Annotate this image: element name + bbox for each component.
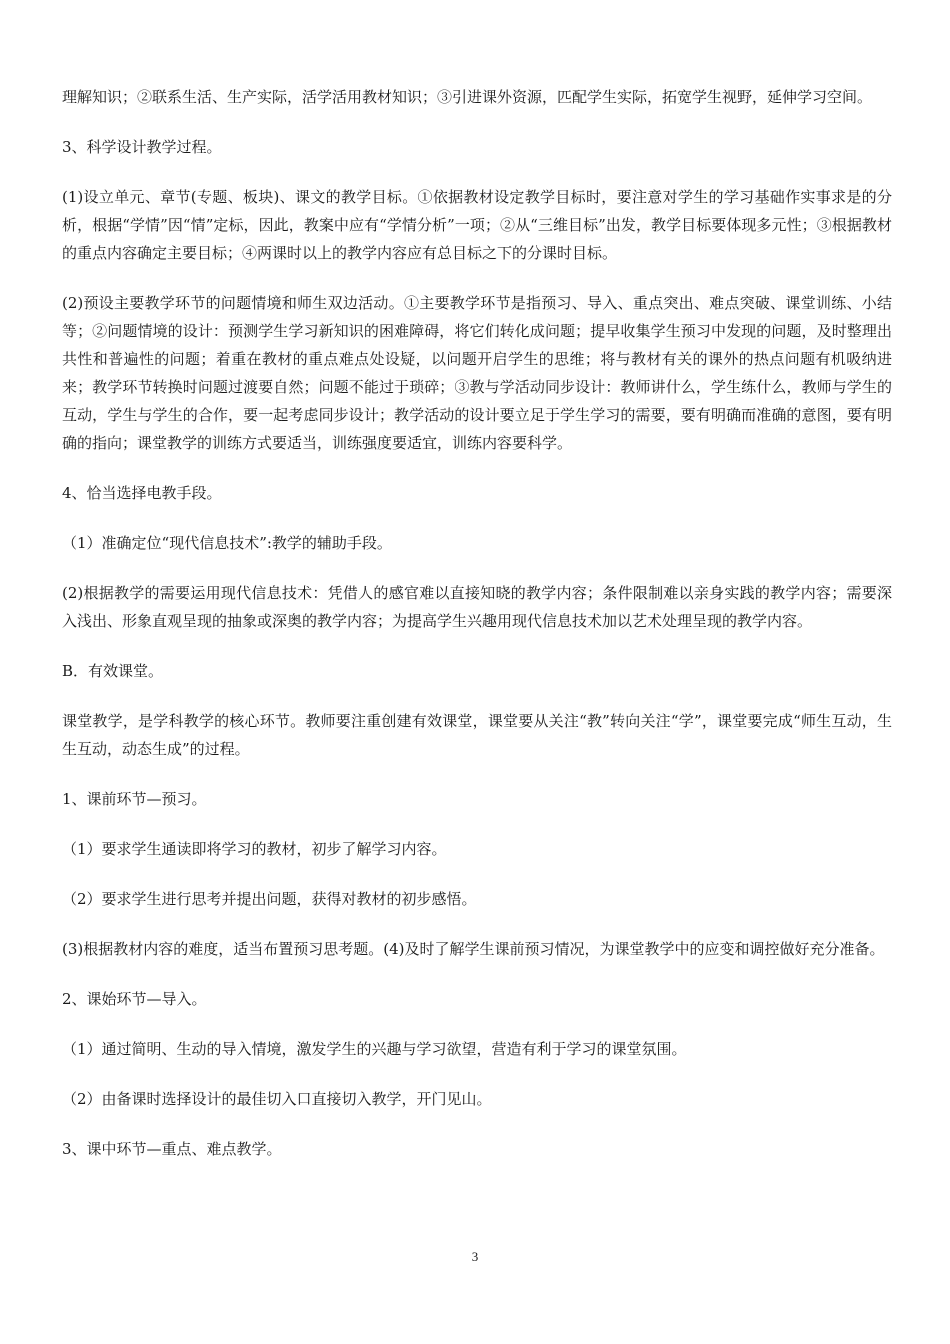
section-heading: 2、课始环节—导入。: [62, 990, 207, 1008]
section-heading: 3、课中环节—重点、难点教学。: [62, 1140, 282, 1158]
paragraph: (3)根据教材内容的难度，适当布置预习思考题。(4)及时了解学生课前预习情况，为课堂教学中的应变和调控做好充分准备。: [62, 940, 885, 958]
paragraph: 课堂教学，是学科教学的核心环节。教师要注重创建有效课堂，课堂要从关注“教”转向关注“学”，课堂要完成“师生互动，生生互动，动态生成”的过程。: [62, 712, 892, 758]
section-heading: 4、恰当选择电教手段。: [62, 484, 222, 502]
paragraph: （1）准确定位“现代信息技术”:教学的辅助手段。: [62, 534, 392, 552]
paragraph: （2）由备课时选择设计的最佳切入口直接切入教学，开门见山。: [62, 1090, 492, 1108]
paragraph: (2)预设主要教学环节的问题情境和师生双边活动。①主要教学环节是指预习、导入、重点突出、难点突破、课堂训练、小结等；②问题情境的设计：预测学生学习新知识的困难障碍，将它们转化成问题；提早收集学生预习中发现的问题，及时整理出共性和普遍性的问题；着重在教材的重点难点处设疑，以问题开启学生的思维；将与教材有关的课外的热点问题有机吸纳进来；教学环节转换时问题过渡要自然；问题不能过于琐碎；③教与学活动同步设计：教师讲什么，学生练什么，教师与学生的互动，学生与学生的合作，要一起考虑同步设计；教学活动的设计要立足于学生学习的需要，要有明确而准确的意图，要有明确的指向；课堂教学的训练方式要适当，训练强度要适宜，训练内容要科学。: [62, 294, 892, 452]
paragraph: 理解知识；②联系生活、生产实际，活学活用教材知识；③引进课外资源，匹配学生实际，拓宽学生视野，延伸学习空间。: [62, 88, 873, 106]
section-heading: B．有效课堂。: [62, 662, 164, 680]
paragraph: （1）通过简明、生动的导入情境，激发学生的兴趣与学习欲望，营造有利于学习的课堂氛围。: [62, 1040, 687, 1058]
paragraph: （1）要求学生通读即将学习的教材，初步了解学习内容。: [62, 840, 447, 858]
section-heading: 3、科学设计教学过程。: [62, 138, 222, 156]
page-number: 3: [471, 1249, 479, 1264]
document-body: [62, 83, 892, 1185]
paragraph: （2）要求学生进行思考并提出问题，获得对教材的初步感悟。: [62, 890, 477, 908]
paragraph: (1)设立单元、章节(专题、板块)、课文的教学目标。①依据教材设定教学目标时，要注意对学生的学习基础作实事求是的分析，根据“学情”因“情”定标，因此，教案中应有“学情分析”一项；②从“三维目标”出发，教学目标要体现多元性；③根据教材的重点内容确定主要目标；④两课时以上的教学内容应有总目标之下的分课时目标。: [62, 188, 892, 262]
paragraph: (2)根据教学的需要运用现代信息技术：凭借人的感官难以直接知晓的教学内容；条件限制难以亲身实践的教学内容；需要深入浅出、形象直观呈现的抽象或深奥的教学内容；为提高学生兴趣用现代信息技术加以艺术处理呈现的教学内容。: [62, 584, 892, 630]
section-heading: 1、课前环节—预习。: [62, 790, 207, 808]
